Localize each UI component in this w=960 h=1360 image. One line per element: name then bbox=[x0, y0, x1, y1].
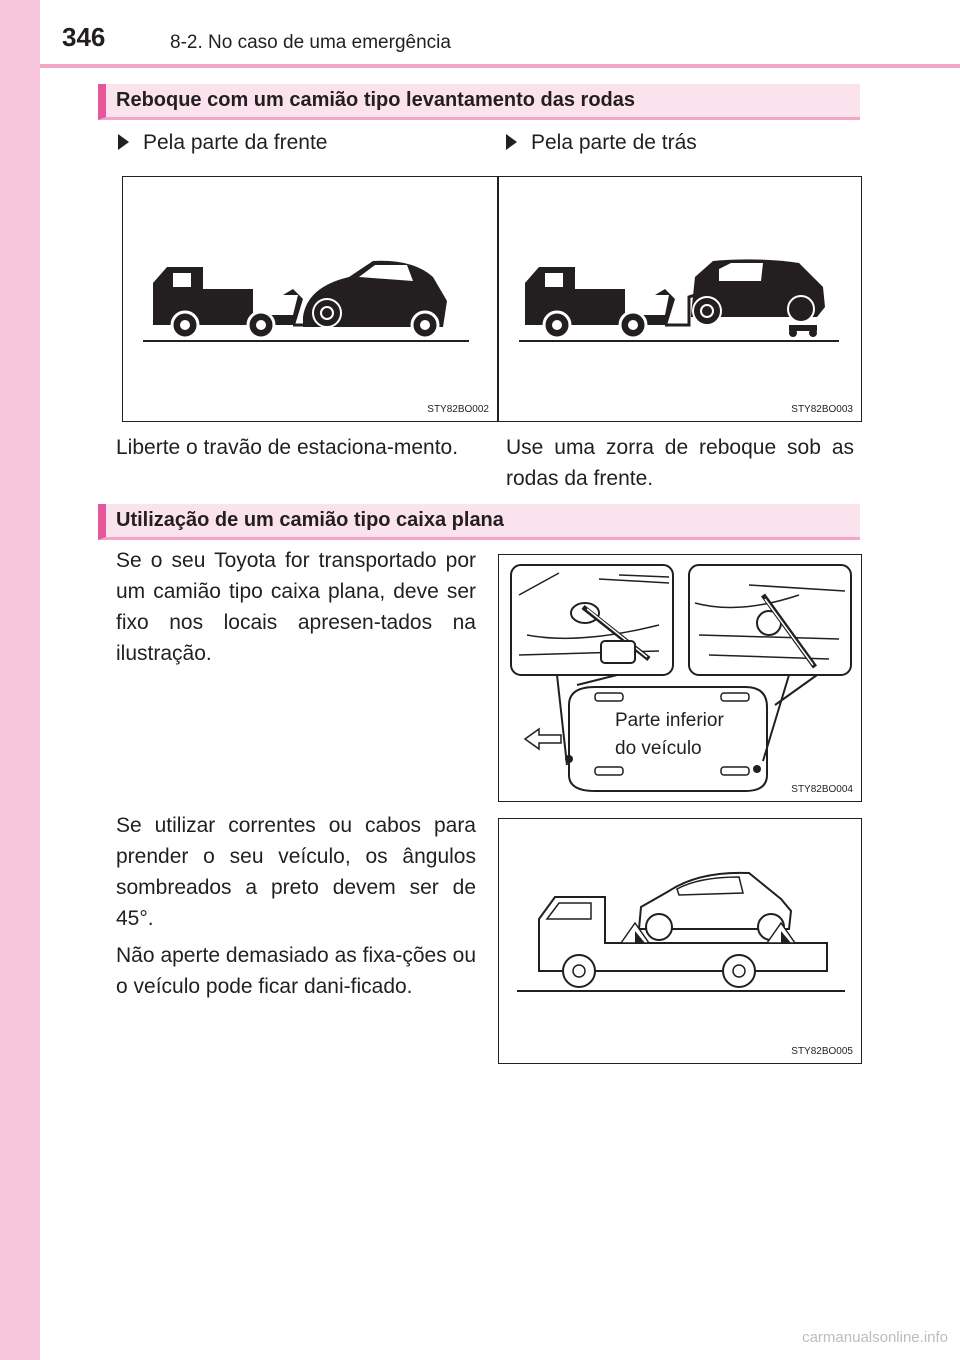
figure-code: STY82BO005 bbox=[791, 1046, 853, 1057]
paragraph-chains-angle: Se utilizar correntes ou cabos para prender o seu veículo, os ângulos sombreados a preto devem ser de 45°. bbox=[116, 814, 476, 930]
callout-line-2: do veículo bbox=[615, 738, 702, 759]
triangle-bullet-icon bbox=[118, 134, 129, 150]
watermark: carmanualsonline.info bbox=[802, 1329, 948, 1346]
callout-line-1: Parte inferior bbox=[615, 710, 724, 731]
section-heading-wheel-lift bbox=[98, 84, 860, 120]
figure-code: STY82BO002 bbox=[427, 404, 489, 415]
page-number: 346 bbox=[62, 22, 106, 52]
page-sidebar bbox=[0, 0, 40, 1360]
header-divider bbox=[40, 64, 960, 68]
section-title: Reboque com um camião tipo levantamento das rodas bbox=[116, 89, 636, 111]
tow-truck-front-illustration bbox=[123, 177, 498, 422]
paragraph-do-not-overtighten: Não aperte demasiado as fixa-ções ou o veículo pode ficar dani-ficado. bbox=[116, 944, 476, 998]
bullet-text: Pela parte de trás bbox=[531, 131, 697, 154]
paragraph-dolly: Use uma zorra de reboque sob as rodas da frente. bbox=[506, 436, 854, 490]
figure-tie-down-points bbox=[498, 554, 862, 802]
figure-tow-front bbox=[122, 176, 498, 422]
figure-code: STY82BO003 bbox=[791, 404, 853, 415]
section-heading-flatbed bbox=[98, 504, 860, 540]
bullet-text: Pela parte da frente bbox=[143, 131, 328, 154]
bullet-rear bbox=[506, 131, 697, 155]
triangle-bullet-icon bbox=[506, 134, 517, 150]
tie-down-illustration bbox=[499, 555, 862, 802]
paragraph-parking-brake: Liberte o travão de estaciona-mento. bbox=[116, 436, 459, 459]
figure-tow-rear bbox=[498, 176, 862, 422]
callout-label bbox=[615, 707, 724, 763]
chapter-title: 8-2. No caso de uma emergência bbox=[170, 32, 451, 53]
flatbed-truck-illustration bbox=[499, 819, 862, 1064]
tow-truck-rear-illustration bbox=[499, 177, 862, 422]
paragraph-flatbed-intro: Se o seu Toyota for transportado por um camião tipo caixa plana, deve ser fixo nos locais apresen-tados na ilustração. bbox=[116, 549, 476, 665]
bullet-front bbox=[118, 131, 327, 155]
figure-flatbed-truck bbox=[498, 818, 862, 1064]
section-title: Utilização de um camião tipo caixa plana bbox=[116, 509, 504, 531]
figure-code: STY82BO004 bbox=[791, 784, 853, 795]
